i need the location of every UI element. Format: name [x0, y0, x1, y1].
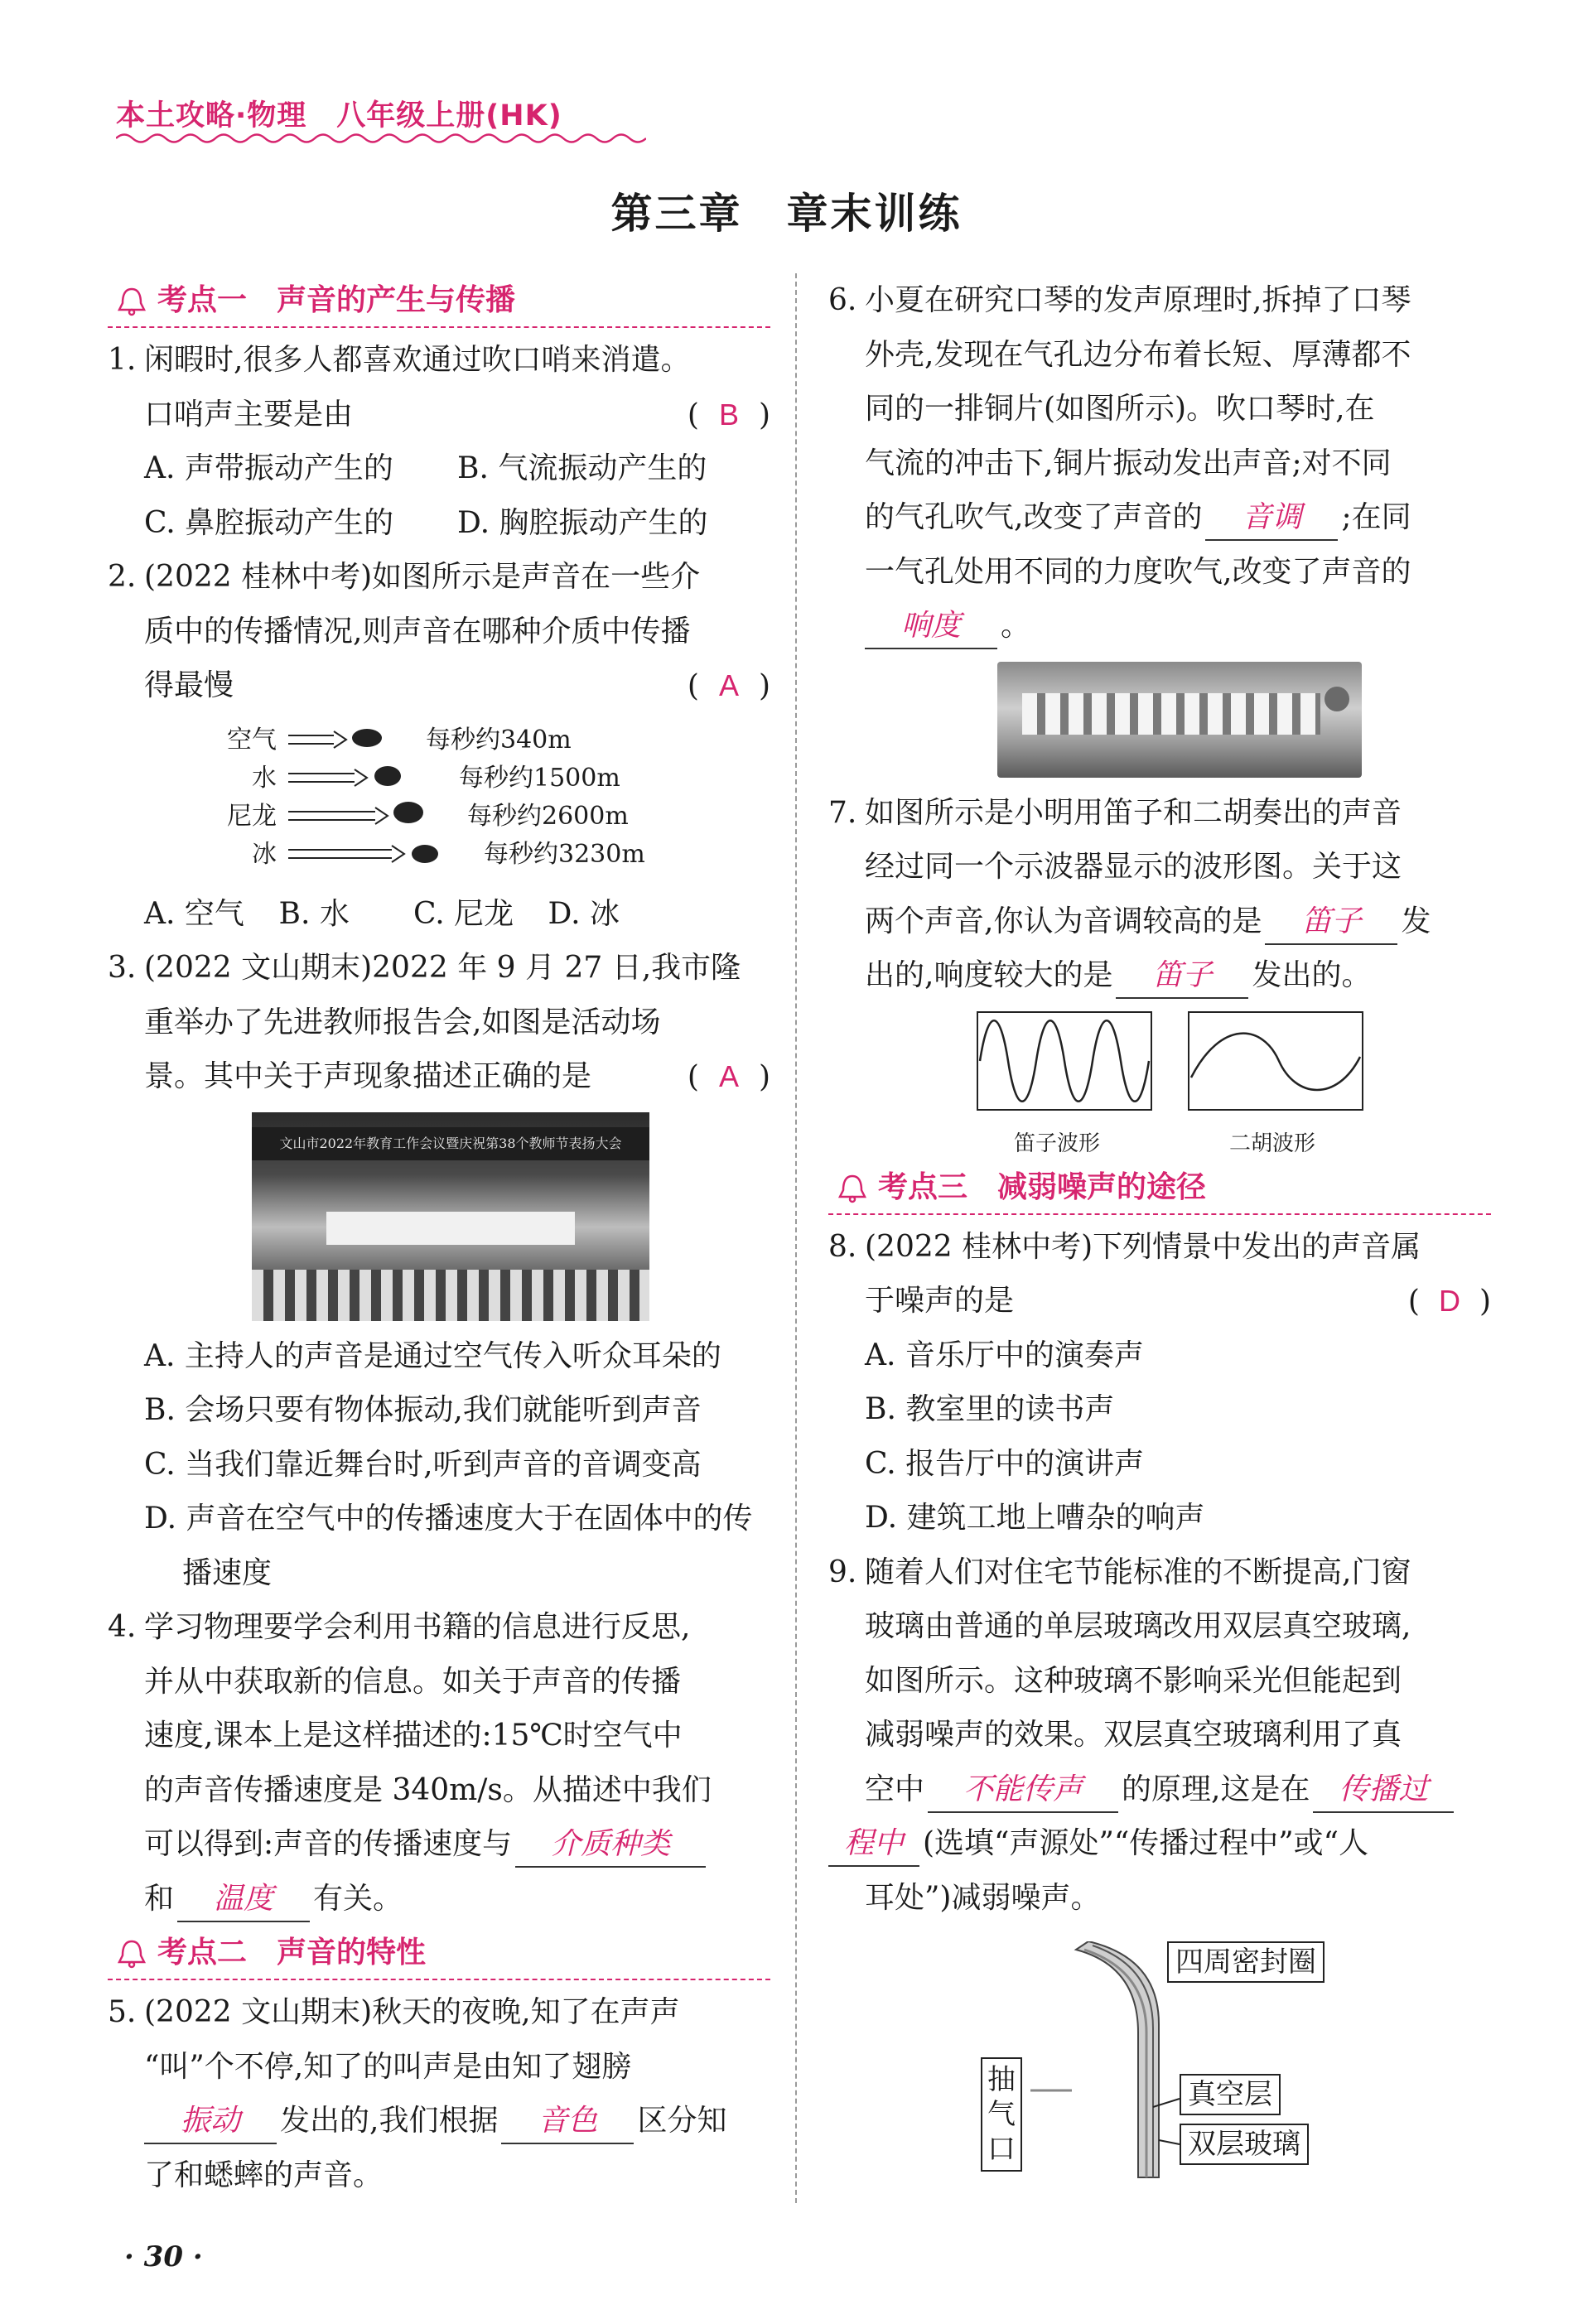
option: B. 气流振动产生的: [457, 451, 707, 485]
section-number: 考点二: [157, 1936, 248, 1970]
flute-waveform: [977, 1011, 1152, 1111]
question-text: 如图所示是小明用笛子和二胡奏出的声音: [865, 795, 1402, 830]
section-title: 减弱噪声的途径: [997, 1169, 1207, 1204]
question-6: [828, 273, 1491, 778]
option: D. 冰: [548, 896, 620, 931]
answer-choice: A: [718, 1059, 739, 1093]
bell-icon: [837, 1174, 868, 1203]
question-number: 3.: [108, 951, 137, 985]
speed-label: 每秒约340m: [426, 725, 572, 755]
question-text: 外壳,发现在气孔边分布着长短、厚薄都不: [865, 337, 1411, 372]
waveform-caption: 笛子波形: [1014, 1131, 1101, 1156]
question-text: 。: [1001, 609, 1031, 643]
question-7: [828, 786, 1491, 1156]
question-2: [108, 550, 770, 941]
medium-label: 空气: [227, 725, 277, 755]
option: A. 音乐厅中的演奏声: [865, 1338, 1144, 1372]
option: D. 声音在空气中的传播速度大于在固体中的传播速度: [144, 1502, 753, 1590]
column-divider: [795, 273, 797, 2203]
question-text: 和: [144, 1881, 175, 1916]
question-text: 得最慢: [144, 668, 234, 702]
question-text: 的原理,这是在: [1122, 1772, 1310, 1806]
question-text: 闲暇时,很多人都喜欢通过吹口哨来消遣。: [144, 343, 691, 377]
option: C. 报告厅中的演讲声: [865, 1446, 1145, 1481]
option: C. 尼龙: [413, 896, 514, 931]
bell-icon: [116, 1939, 147, 1969]
photo-banner: 文山市2022年教育工作会议暨庆祝第38个教师节表扬大会: [252, 1127, 649, 1160]
header-wave-decoration: [116, 131, 646, 146]
left-column: [108, 273, 770, 2202]
sound-speed-figure: [219, 721, 770, 879]
question-text: 同的一排铜片(如图所示)。吹口琴时,在: [865, 392, 1375, 426]
question-text: (选填“声源处”“传播过程中”或“人: [923, 1826, 1369, 1860]
question-text: 减弱噪声的效果。双层真空玻璃利用了真: [865, 1718, 1402, 1752]
question-text: 随着人们对住宅节能标准的不断提高,门窗: [865, 1555, 1411, 1589]
question-text: 口哨声主要是由: [144, 397, 354, 432]
answer-paren: ( A ): [688, 1049, 770, 1105]
answer-blank: 传播过: [1313, 1768, 1454, 1813]
question-text: 学习物理要学会利用书籍的信息进行反思,: [144, 1610, 691, 1644]
question-number: 8.: [828, 1229, 857, 1264]
answer-blank: 响度: [865, 605, 997, 649]
answer-blank: 音色: [501, 2100, 634, 2144]
option: A. 主持人的声音是通过空气传入听众耳朵的: [144, 1338, 721, 1373]
erhu-waveform: [1188, 1011, 1363, 1111]
answer-blank: 笛子: [1116, 954, 1248, 999]
glass-label: 双层玻璃: [1180, 2124, 1309, 2165]
question-text: 发: [1401, 904, 1431, 938]
question-text: (2022 桂林中考)如图所示是声音在一些介: [144, 560, 701, 594]
answer-blank: 介质种类: [515, 1823, 706, 1868]
section-1-heading: [108, 273, 770, 328]
question-text: “叫”个不停,知了的叫声是由知了翅膀: [144, 2049, 632, 2084]
question-text: 两个声音,你认为音调较高的是: [865, 904, 1262, 938]
question-text: 速度,课本上是这样描述的:15℃时空气中: [144, 1719, 683, 1753]
question-text: 并从中获取新的信息。如关于声音的传播: [144, 1664, 682, 1699]
seal-label: 四周密封圈: [1167, 1941, 1325, 1983]
question-text: (2022 桂林中考)下列情景中发出的声音属: [865, 1229, 1421, 1264]
answer-choice: A: [718, 668, 739, 702]
speed-label: 每秒约1500m: [459, 763, 620, 793]
section-3-heading: [828, 1160, 1491, 1215]
question-number: 9.: [828, 1555, 857, 1589]
question-number: 5.: [108, 1995, 137, 2029]
question-number: 1.: [108, 343, 137, 377]
option: D. 建筑工地上嘈杂的响声: [865, 1501, 1205, 1535]
question-text: 如图所示。这种玻璃不影响采光但能起到: [865, 1663, 1402, 1698]
question-3: [108, 941, 770, 1600]
chapter-title: 第三章 章末训练: [610, 190, 963, 238]
harmonica-photo: [997, 662, 1362, 778]
question-4: [108, 1600, 770, 1926]
question-text: 于噪声的是: [865, 1284, 1015, 1318]
answer-blank: 笛子: [1265, 900, 1397, 945]
question-text: 重举办了先进教师报告会,如图是活动场: [144, 1005, 661, 1039]
answer-blank: 温度: [177, 1878, 310, 1922]
answer-choice: D: [1438, 1284, 1460, 1318]
speed-label: 每秒约3230m: [484, 839, 645, 869]
question-text: 小夏在研究口琴的发声原理时,拆掉了口琴: [865, 283, 1411, 317]
right-column: [828, 273, 1491, 2190]
question-text: 气流的冲击下,铜片振动发出声音;对不同: [865, 446, 1392, 480]
section-2-heading: [108, 1926, 770, 1980]
question-text: 出的,响度较大的是: [865, 958, 1113, 992]
section-title: 声音的特性: [277, 1936, 427, 1970]
question-text: 区分知: [637, 2104, 727, 2138]
answer-blank: 程中: [828, 1822, 919, 1867]
meeting-photo: [252, 1112, 649, 1321]
question-1: [108, 333, 770, 550]
question-5: [108, 1985, 770, 2202]
medium-label: 冰: [252, 839, 277, 869]
medium-label: 尼龙: [227, 801, 277, 831]
section-number: 考点一: [157, 283, 248, 317]
question-9: [828, 1545, 1491, 2182]
option: B. 教室里的读书声: [865, 1392, 1115, 1426]
vacuum-label: 真空层: [1180, 2074, 1281, 2115]
option: B. 会场只要有物体振动,我们就能听到声音: [144, 1393, 702, 1427]
section-title: 声音的产生与传播: [277, 283, 516, 317]
option: C. 当我们靠近舞台时,听到声音的音调变高: [144, 1447, 702, 1482]
question-number: 2.: [108, 560, 137, 594]
question-text: 经过同一个示波器显示的波形图。关于这: [865, 850, 1402, 884]
answer-choice: B: [718, 397, 739, 432]
question-text: 的气孔吹气,改变了声音的: [865, 500, 1203, 534]
question-text: 的声音传播速度是 340m/s。从描述中我们: [144, 1772, 712, 1807]
question-text: 发出的。: [1252, 958, 1372, 992]
answer-paren: ( A ): [688, 658, 770, 714]
double-glazing-figure: [865, 1941, 1491, 2182]
option: A. 空气: [144, 896, 244, 931]
page-number: · 30 ·: [124, 2240, 203, 2273]
bell-icon: [116, 287, 147, 316]
question-text: 耳处”)减弱噪声。: [865, 1880, 1101, 1915]
waveform-caption: 二胡波形: [1229, 1131, 1316, 1156]
question-text: 了和蟋蟀的声音。: [144, 2158, 384, 2192]
question-text: 可以得到:声音的传播速度与: [144, 1827, 513, 1861]
question-text: (2022 文山期末)2022 年 9 月 27 日,我市隆: [144, 951, 741, 985]
waveform-figure: [865, 1011, 1491, 1156]
option: D. 胸腔振动产生的: [457, 505, 708, 540]
question-text: (2022 文山期末)秋天的夜晚,知了在声声: [144, 1995, 680, 2029]
answer-blank: 振动: [144, 2100, 277, 2144]
question-8: [828, 1220, 1491, 1545]
page-header: 本土攻略·物理 八年级上册(HK): [116, 99, 562, 133]
answer-paren: ( D ): [1408, 1274, 1491, 1329]
question-text: 一气孔处用不同的力度吹气,改变了声音的: [865, 554, 1411, 589]
question-number: 7.: [828, 795, 857, 830]
question-text: 有关。: [313, 1881, 403, 1916]
medium-label: 水: [252, 763, 277, 793]
question-number: 4.: [108, 1610, 137, 1644]
answer-blank: 不能传声: [928, 1768, 1118, 1813]
question-text: 玻璃由普通的单层玻璃改用双层真空玻璃,: [865, 1609, 1411, 1643]
option: C. 鼻腔振动产生的: [144, 505, 394, 540]
question-text: 景。其中关于声现象描述正确的是: [144, 1059, 592, 1093]
speed-label: 每秒约2600m: [467, 801, 629, 831]
option: B. 水: [278, 896, 350, 931]
option: A. 声带振动产生的: [144, 451, 393, 485]
answer-paren: ( B ): [688, 388, 770, 443]
pump-label: 抽气口: [981, 2057, 1022, 2172]
question-number: 6.: [828, 283, 857, 317]
answer-blank: 音调: [1205, 496, 1338, 541]
section-number: 考点三: [878, 1169, 968, 1204]
question-text: 空中: [865, 1772, 925, 1806]
question-text: ;在同: [1341, 500, 1411, 534]
question-text: 发出的,我们根据: [280, 2104, 499, 2138]
question-text: 质中的传播情况,则声音在哪种介质中传播: [144, 614, 691, 649]
